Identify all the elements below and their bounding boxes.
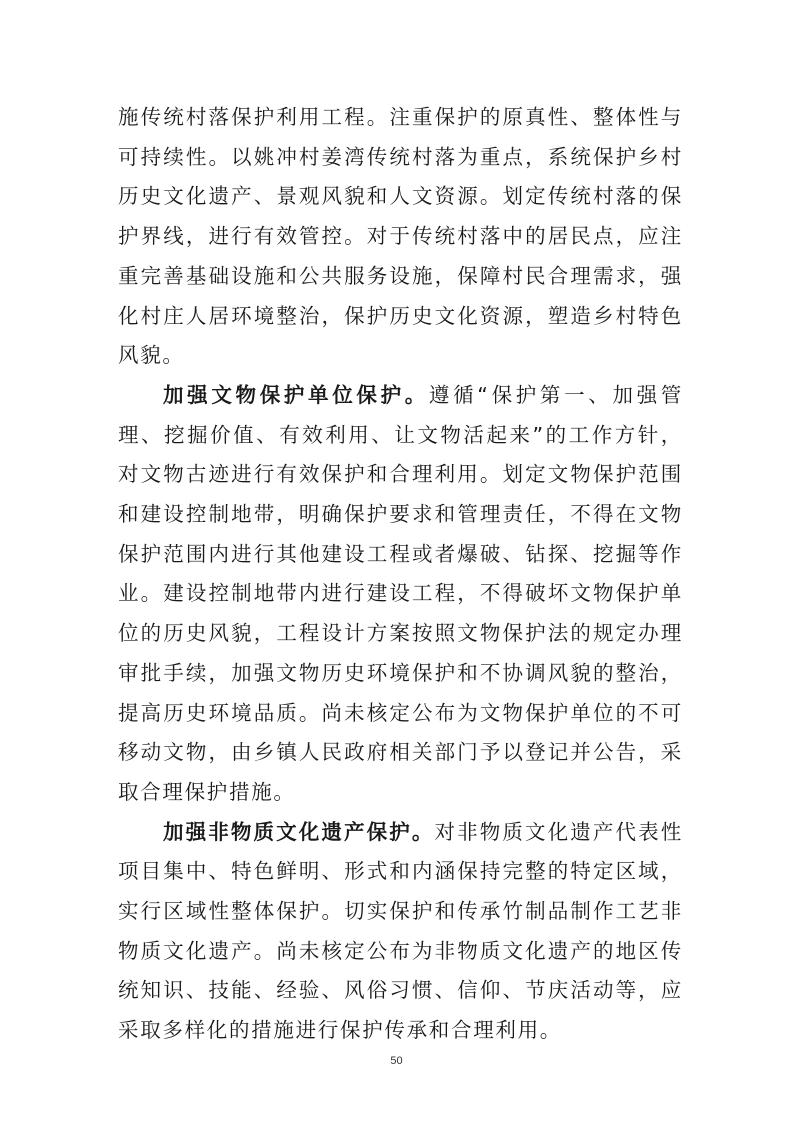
page-number: 50 [390, 1055, 403, 1067]
paragraph-cultural-relics [118, 376, 683, 813]
paragraph-text: 对非物质文化遗产代表性项目集中、特色鲜明、形式和内涵保持完整的特定区域，实行区域性整体保护。切实保护和传承竹制品制作工艺非物质文化遗产。尚未核定公布为非物质文化遗产的地区传统知识、技能、经验、风俗习惯、信仰、节庆活动等，应采取多样化的措施进行保护传承和合理利用。 [118, 819, 683, 1043]
paragraph-heading: 加强非物质文化遗产保护。 [163, 819, 435, 844]
body-text [118, 98, 683, 1051]
paragraph-text: 施传统村落保护利用工程。注重保护的原真性、整体性与可持续性。以姚冲村姜湾传统村落为重点，系统保护乡村历史文化遗产、景观风貌和人文资源。划定传统村落的保护界线，进行有效管控。对于传统村落中的居民点，应注重完善基础设施和公共服务设施，保障村民合理需求，强化村庄人居环境整治，保护历史文化资源，塑造乡村特色风貌。 [118, 105, 683, 368]
paragraph-heading: 加强文物保护单位保护。 [163, 382, 429, 407]
paragraph-continuation [118, 98, 683, 376]
paragraph-text: 遵循“保护第一、加强管理、挖掘价值、有效利用、让文物活起来”的工作方针，对文物古迹进行有效保护和合理利用。划定文物保护范围和建设控制地带，明确保护要求和管理责任，不得在文物保护范围内进行其他建设工程或者爆破、钻探、挖掘等作业。建设控制地带内进行建设工程，不得破坏文物保护单位的历史风貌，工程设计方案按照文物保护法的规定办理审批手续，加强文物历史环境保护和不协调风貌的整治，提高历史环境品质。尚未核定公布为文物保护单位的不可移动文物，由乡镇人民政府相关部门予以登记并公告，采取合理保护措施。 [118, 382, 683, 804]
paragraph-intangible-heritage [118, 813, 683, 1051]
